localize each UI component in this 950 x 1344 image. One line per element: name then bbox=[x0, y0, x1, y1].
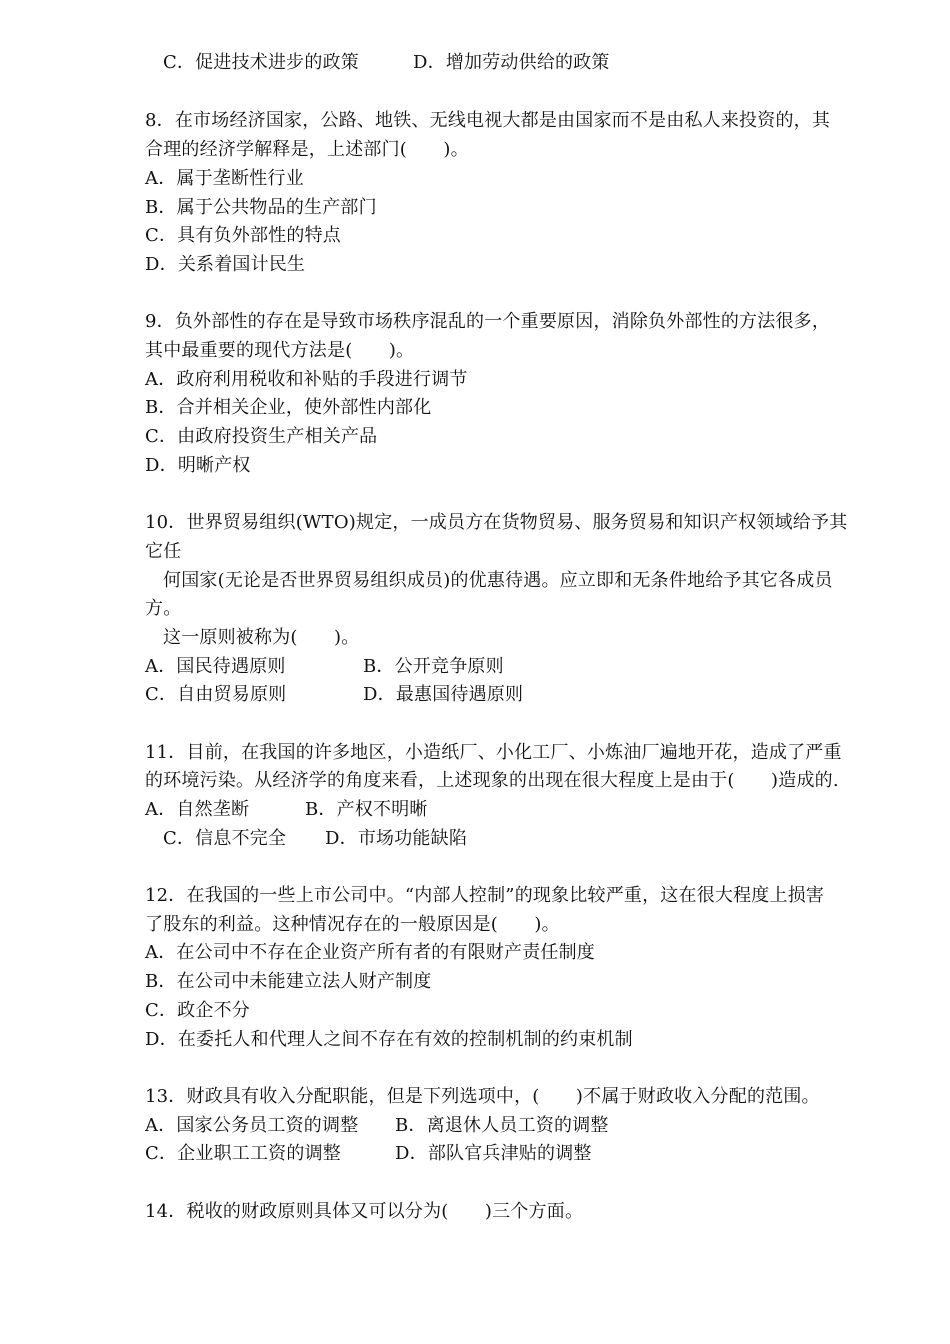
question-9-option-a: A．政府利用税收和补贴的手段进行调节 bbox=[145, 369, 468, 390]
question-11-option-a: A．自然垄断 bbox=[145, 799, 250, 820]
question-11-options-ab bbox=[145, 795, 905, 824]
question-10-option-a: A．国民待遇原则 bbox=[145, 656, 286, 677]
question-9-text: 9．负外部性的存在是导致市场秩序混乱的一个重要原因，消除负外部性的方法很多， bbox=[145, 311, 831, 332]
question-11-text-cont: 的环境污染。从经济学的角度来看，上述现象的出现在很大程度上是由于( )造成的. bbox=[145, 770, 839, 791]
option-c: C．促进技术进步的政策 bbox=[163, 52, 359, 73]
question-8-option-b: B．属于公共物品的生产部门 bbox=[145, 197, 377, 218]
question-9-option-c: C．由政府投资生产相关产品 bbox=[145, 426, 378, 447]
question-11-option-b: B．产权不明晰 bbox=[305, 799, 428, 820]
question-8-option-c: C．具有负外部性的特点 bbox=[145, 225, 341, 246]
question-10-options-ab bbox=[145, 652, 905, 681]
question-8-option-d: D．关系着国计民生 bbox=[145, 254, 306, 275]
question-10-text: 10．世界贸易组织(WTO)规定，一成员方在货物贸易、服务贸易和知识产权领域给予其 bbox=[145, 512, 848, 533]
question-8-text-cont: 合理的经济学解释是，上述部门( )。 bbox=[145, 139, 469, 160]
question-11-option-c: C．信息不完全 bbox=[163, 828, 287, 849]
question-10-options-cd bbox=[145, 680, 905, 709]
question-11-text: 11．目前，在我国的许多地区，小造纸厂、小化工厂、小炼油厂遍地开花，造成了严重 bbox=[145, 742, 842, 763]
question-12-option-d: D．在委托人和代理人之间不存在有效的控制机制的约束机制 bbox=[145, 1029, 633, 1050]
question-13-option-c: C．企业职工工资的调整 bbox=[145, 1143, 341, 1164]
question-10-text-cont3: 方。 bbox=[145, 598, 182, 619]
question-11-options-cd bbox=[163, 824, 923, 853]
question-13-option-d: D．部队官兵津贴的调整 bbox=[395, 1143, 592, 1164]
question-8-text: 8．在市场经济国家，公路、地铁、无线电视大都是由国家而不是由私人来投资的，其 bbox=[145, 110, 831, 131]
question-9-text-cont: 其中最重要的现代方法是( )。 bbox=[145, 340, 415, 361]
question-10-text-cont: 它任 bbox=[145, 541, 182, 562]
question-8-option-a: A．属于垄断性行业 bbox=[145, 168, 304, 189]
question-10-text-cont4: 这一原则被称为( )。 bbox=[163, 627, 360, 648]
question-13-options-ab bbox=[145, 1111, 905, 1140]
question-9-option-d: D．明晰产权 bbox=[145, 455, 251, 476]
question-12-text: 12．在我国的一些上市公司中。“内部人控制”的现象比较严重，这在很大程度上损害 bbox=[145, 885, 825, 906]
question-13-option-a: A．国家公务员工资的调整 bbox=[145, 1115, 359, 1136]
question-12-option-a: A．在公司中不存在企业资产所有者的有限财产责任制度 bbox=[145, 942, 595, 963]
question-11-option-d: D．市场功能缺陷 bbox=[325, 828, 468, 849]
question-12-option-b: B．在公司中未能建立法人财产制度 bbox=[145, 971, 432, 992]
question-10-option-b: B．公开竞争原则 bbox=[363, 656, 504, 677]
question-14-text: 14．税收的财政原则具体又可以分为( )三个方面。 bbox=[145, 1201, 584, 1222]
option-d: D．增加劳动供给的政策 bbox=[413, 52, 610, 73]
question-10-text-cont2: 何国家(无论是否世界贸易组织成员)的优惠待遇。应立即和无条件地给予其它各成员 bbox=[163, 570, 833, 591]
question-9-option-b: B．合并相关企业，使外部性内部化 bbox=[145, 397, 432, 418]
options-row-prev-cd bbox=[163, 48, 923, 77]
question-13-option-b: B．离退休人员工资的调整 bbox=[395, 1115, 609, 1136]
question-10-option-c: C．自由贸易原则 bbox=[145, 684, 287, 705]
question-13-text: 13．财政具有收入分配职能，但是下列选项中，( )不属于财政收入分配的范围。 bbox=[145, 1086, 820, 1107]
question-12-text-cont: 了股东的利益。这种情况存在的一般原因是( )。 bbox=[145, 914, 560, 935]
question-13-options-cd bbox=[145, 1139, 905, 1168]
question-12-option-c: C．政企不分 bbox=[145, 1000, 250, 1021]
question-10-option-d: D．最惠国待遇原则 bbox=[363, 684, 524, 705]
